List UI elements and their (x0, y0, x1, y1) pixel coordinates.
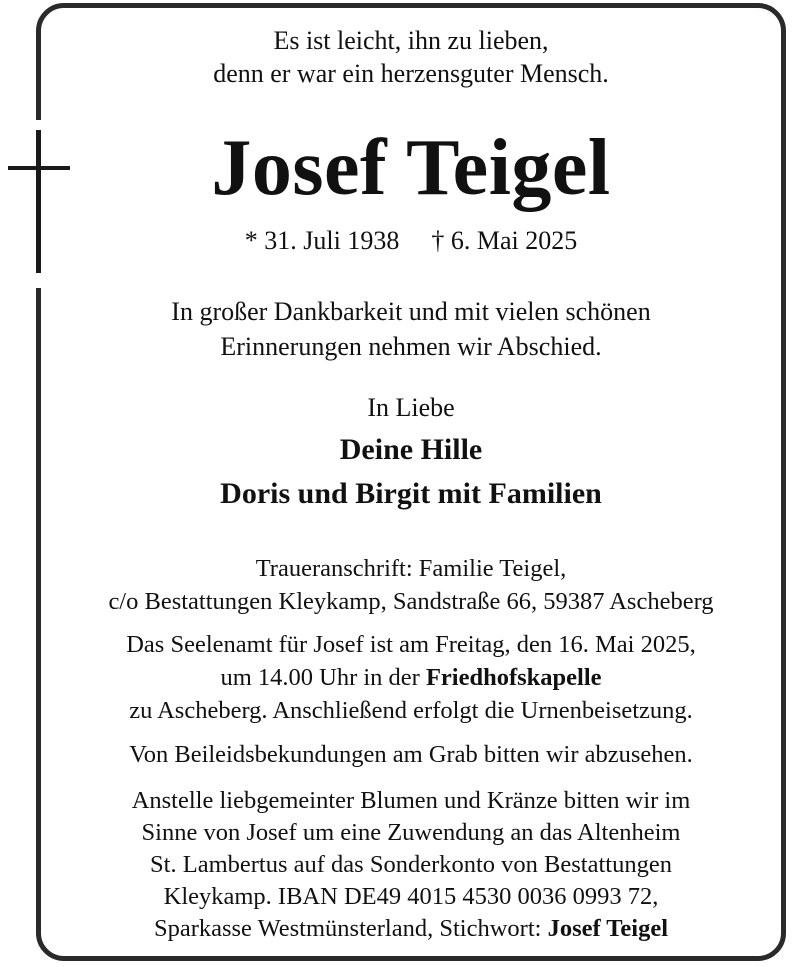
service-line-1: Das Seelenamt für Josef ist am Freitag, den 16. Mai 2025, (126, 631, 696, 658)
donation-line-4: Kleykamp. IBAN DE49 4015 4530 0036 0993 72, (163, 883, 659, 910)
life-dates (46, 228, 776, 254)
deceased-name: Josef Teigel (211, 124, 611, 212)
birth-date: * 31. Juli 1938 (244, 226, 400, 255)
service-line-3: zu Ascheberg. Anschließend erfolgt die Urnenbeisetzung. (129, 697, 693, 724)
cross-icon-vertical (36, 130, 41, 273)
address-line-1: Traueranschrift: Familie Teigel, (255, 555, 567, 582)
signature-intro: In Liebe (367, 393, 455, 422)
signature-name-1: Deine Hille (339, 433, 483, 466)
donation-line-1: Anstelle liebgemeinter Blumen und Kränze bitten wir im (131, 787, 691, 814)
donation-line-3: St. Lambertus auf das Sonderkonto von Bestattungen (150, 851, 672, 878)
death-date: † 6. Mai 2025 (431, 226, 578, 255)
donation-keyword: Josef Teigel (547, 915, 669, 942)
address-line-2: c/o Bestattungen Kleykamp, Sandstraße 66, 59387 Ascheberg (108, 588, 714, 615)
verse-line-1: Es ist leicht, ihn zu lieben, (273, 26, 549, 55)
farewell-line-1: In großer Dankbarkeit und mit vielen schönen (171, 297, 651, 326)
verse-line-2: denn er war ein herzensguter Mensch. (213, 59, 609, 88)
farewell-line-2: Erinnerungen nehmen wir Abschied. (220, 332, 602, 361)
donation-line-2: Sinne von Josef um eine Zuwendung an das Altenheim (141, 819, 681, 846)
service-line-2: um 14.00 Uhr in der Friedhofskapelle (220, 664, 602, 691)
signature-name-2: Doris und Birgit mit Familien (220, 477, 602, 510)
donation-line-5: Sparkasse Westmünsterland, Stichwort: Josef Teigel (153, 915, 669, 942)
chapel-name: Friedhofskapelle (425, 664, 602, 691)
condolences-line: Von Beileidsbekundungen am Grab bitten wir abzusehen. (129, 741, 693, 768)
